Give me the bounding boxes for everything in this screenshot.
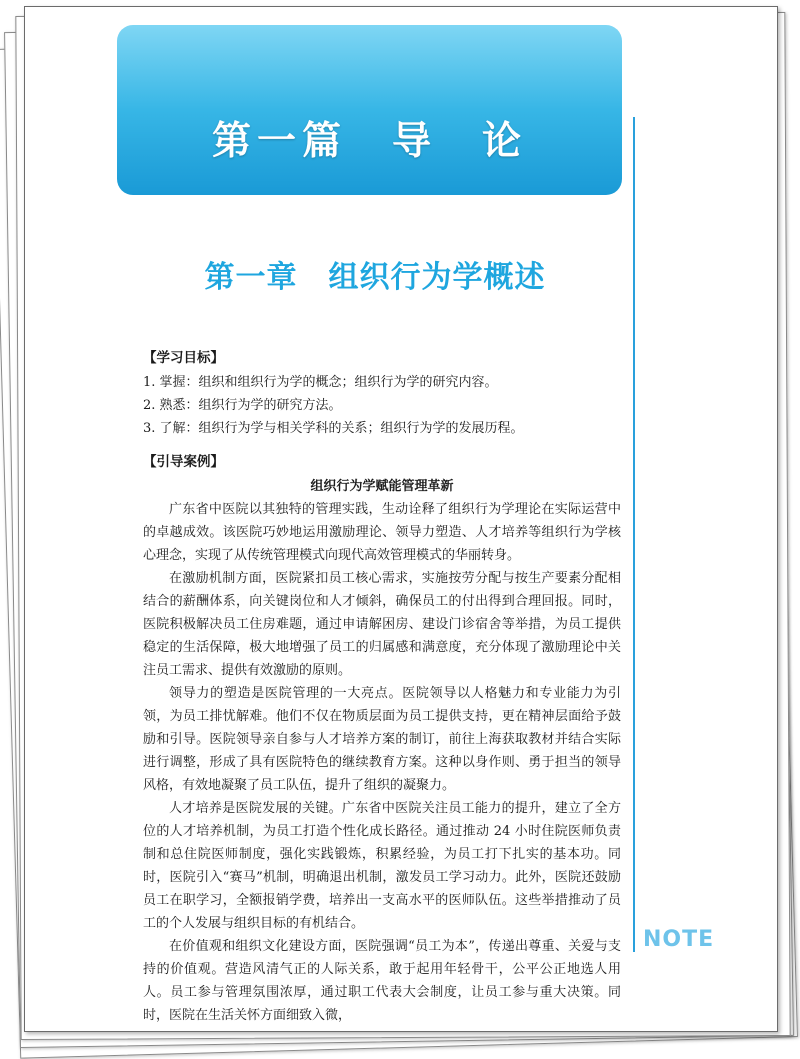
case-title: 组织行为学赋能管理革新 <box>310 479 454 494</box>
objectives-heading: 【学习目标】 <box>143 350 224 366</box>
part-banner <box>117 25 622 195</box>
chapter-title: 第一章 组织行为学概述 <box>204 260 546 295</box>
objective-item: 1. 掌握：组织和组织行为学的概念；组织行为学的研究内容。 <box>143 375 498 390</box>
objective-item: 3. 了解：组织行为学与相关学科的关系；组织行为学的发展历程。 <box>143 421 524 436</box>
case-paragraph: 在价值观和组织文化建设方面，医院强调“员工为本”，传递出尊重、关爱与支持的价值观。营造风清气正的人际关系，敢于起用年轻骨干，公平公正地选人用人。员工参与管理氛围浓厚，通过职工代表大会制度，让员工参与重大决策。同时，医院在生活关怀方面细致入微， <box>143 939 621 1023</box>
page-content <box>143 347 621 1027</box>
case-paragraph: 广东省中医院以其独特的管理实践，生动诠释了组织行为学理论在实际运营中的卓越成效。该医院巧妙地运用激励理论、领导力塑造、人才培养等组织行为学核心理念，实现了从传统管理模式向现代高效管理模式的华丽转身。 <box>143 502 621 563</box>
case-paragraph: 领导力的塑造是医院管理的一大亮点。医院领导以人格魅力和专业能力为引领，为员工排忧解难。他们不仅在物质层面为员工提供支持，更在精神层面给予鼓励和引导。医院领导亲自参与人才培养方案的制订，前往上海获取教材并结合实际进行调整，形成了具有医院特色的继续教育方案。这种以身作则、勇于担当的领导风格，有效地凝聚了员工队伍，提升了组织的凝聚力。 <box>143 686 621 793</box>
margin-note-line <box>633 117 635 952</box>
case-heading: 【引导案例】 <box>143 454 224 470</box>
case-paragraph: 在激励机制方面，医院紧扣员工核心需求，实施按劳分配与按生产要素分配相结合的薪酬体系，向关键岗位和人才倾斜，确保员工的付出得到合理回报。同时，医院积极解决员工住房难题，通过申请解困房、建设门诊宿舍等举措，为员工提供稳定的生活保障，极大地增强了员工的归属感和满意度，充分体现了激励理论中关注员工需求、提供有效激励的原则。 <box>143 571 621 678</box>
objective-item: 2. 熟悉：组织行为学的研究方法。 <box>143 398 342 413</box>
part-title: 第一篇 导 论 <box>211 118 527 164</box>
note-label: NOTE <box>643 927 715 952</box>
case-paragraph: 人才培养是医院发展的关键。广东省中医院关注员工能力的提升，建立了全方位的人才培养机制，为员工打造个性化成长路径。通过推动 24 小时住院医师负责制和总住院医师制度，强化实践锻炼，积累经验，为员工打下扎实的基本功。同时，医院引入“赛马”机制，明确退出机制，激发员工学习动力。此外，医院还鼓励员工在职学习，全额报销学费，培养出一支高水平的医师队伍。这些举措推动了员工的个人发展与组织目标的有机结合。 <box>143 801 621 931</box>
book-page <box>24 6 778 1032</box>
